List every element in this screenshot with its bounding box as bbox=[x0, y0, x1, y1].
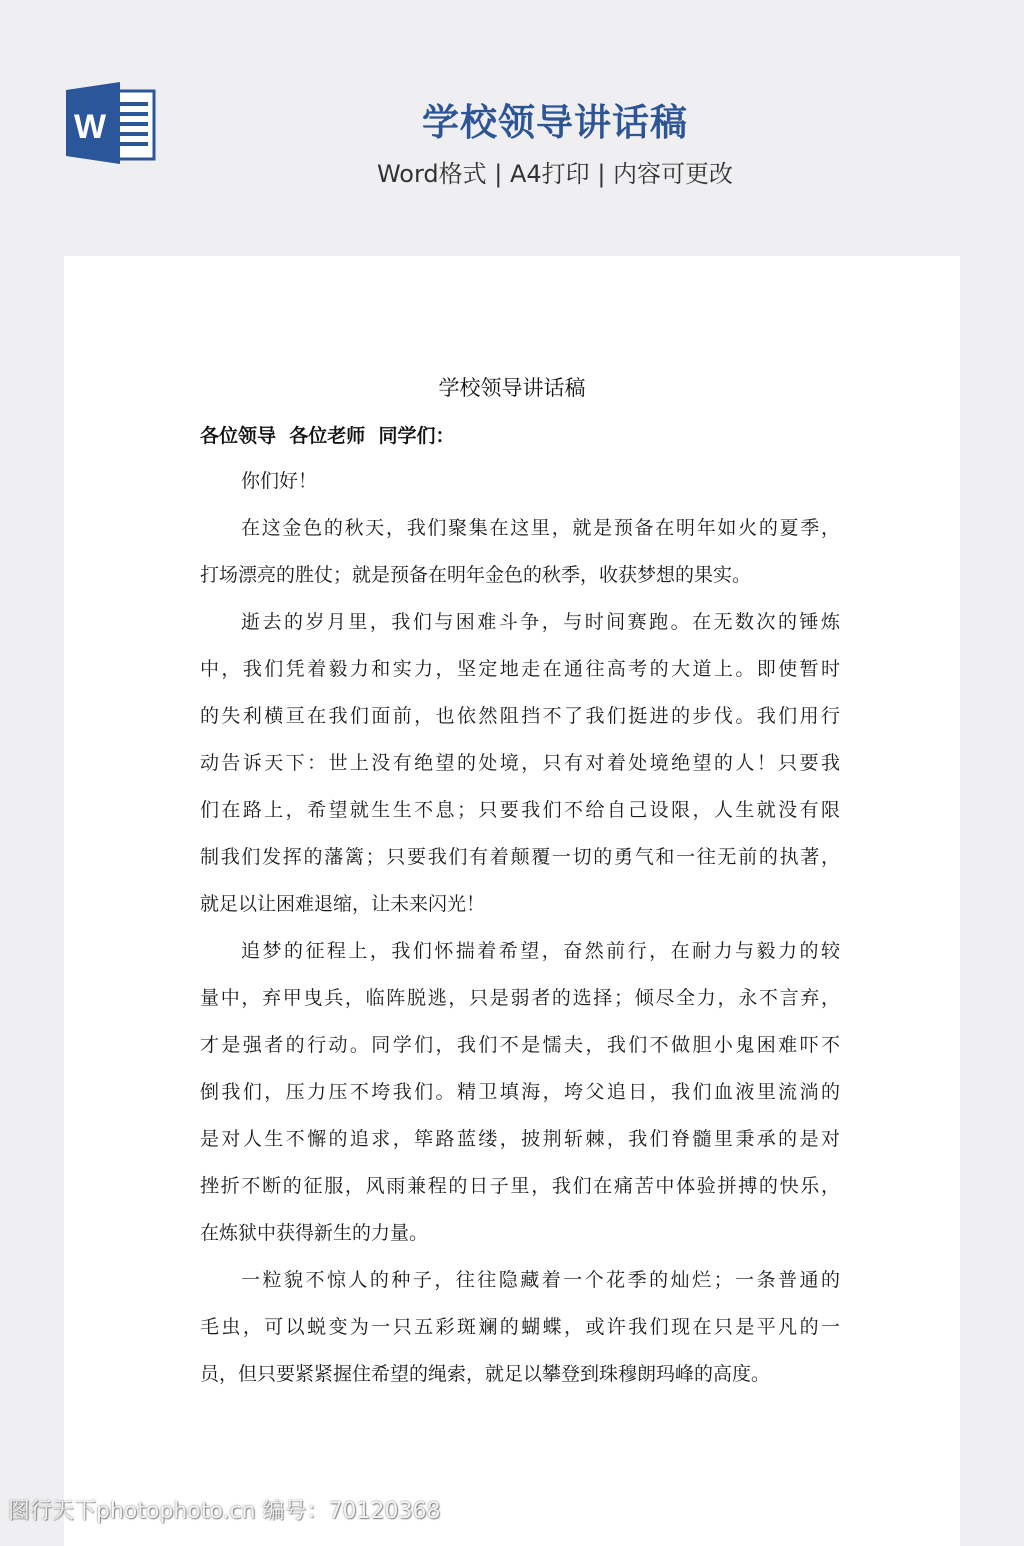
header-title: 学校领导讲话稿 bbox=[422, 101, 688, 144]
watermark: 图行天下photophoto.cn 编号：70120368 bbox=[8, 1499, 441, 1524]
text-line: 才是强者的行动。同学们，我们不是懦夫，我们不做胆小鬼困难吓不 bbox=[200, 1034, 840, 1056]
text-line: 在炼狱中获得新生的力量。 bbox=[200, 1222, 429, 1244]
header-subtitle: Word格式 | A4打印 | 内容可更改 bbox=[376, 160, 734, 188]
text-line: 毛虫，可以蜕变为一只五彩斑斓的蝴蝶，或许我们现在只是平凡的一 bbox=[200, 1316, 840, 1338]
word-logo-letter: W bbox=[73, 108, 107, 146]
text-line: 量中，弃甲曳兵，临阵脱逃，只是弱者的选择；倾尽全力，永不言弃， bbox=[200, 987, 840, 1009]
text-line: 们在路上，希望就生生不息；只要我们不给自己设限，人生就没有限 bbox=[200, 799, 840, 821]
text-line: 你们好！ bbox=[241, 470, 318, 492]
document-title: 学校领导讲话稿 bbox=[438, 376, 586, 400]
text-line: 制我们发挥的藩篱；只要我们有着颠覆一切的勇气和一往无前的执著， bbox=[200, 846, 840, 868]
text-line: 就足以让困难退缩，让未来闪光！ bbox=[200, 893, 486, 915]
word-document-icon bbox=[66, 82, 156, 164]
text-line: 动告诉天下：世上没有绝望的处境，只有对着处境绝望的人！只要我 bbox=[200, 752, 840, 774]
text-line: 员，但只要紧紧握住希望的绳索，就足以攀登到珠穆朗玛峰的高度。 bbox=[200, 1363, 771, 1385]
text-line: 打场漂亮的胜仗；就是预备在明年金色的秋季，收获梦想的果实。 bbox=[200, 564, 752, 586]
text-line: 逝去的岁月里，我们与困难斗争，与时间赛跑。在无数次的锤炼 bbox=[241, 611, 840, 633]
text-line: 的失利横亘在我们面前，也依然阻挡不了我们挺进的步伐。我们用行 bbox=[200, 705, 840, 727]
text-line: 在这金色的秋天，我们聚集在这里，就是预备在明年如火的夏季， bbox=[241, 517, 840, 539]
text-line: 一粒貌不惊人的种子，往往隐藏着一个花季的灿烂；一条普通的 bbox=[241, 1269, 840, 1291]
text-line: 是对人生不懈的追求，筚路蓝缕，披荆斩棘，我们脊髓里秉承的是对 bbox=[200, 1128, 840, 1150]
document-salutation: 各位领导 各位老师 同学们： bbox=[200, 425, 455, 447]
text-line: 中，我们凭着毅力和实力，坚定地走在通往高考的大道上。即使暂时 bbox=[200, 658, 840, 680]
text-line: 追梦的征程上，我们怀揣着希望，奋然前行，在耐力与毅力的较 bbox=[241, 940, 840, 962]
text-line: 倒我们，压力压不垮我们。精卫填海，垮父追日，我们血液里流淌的 bbox=[200, 1081, 840, 1103]
text-line: 挫折不断的征服，风雨兼程的日子里，我们在痛苦中体验拼搏的快乐， bbox=[200, 1175, 840, 1197]
